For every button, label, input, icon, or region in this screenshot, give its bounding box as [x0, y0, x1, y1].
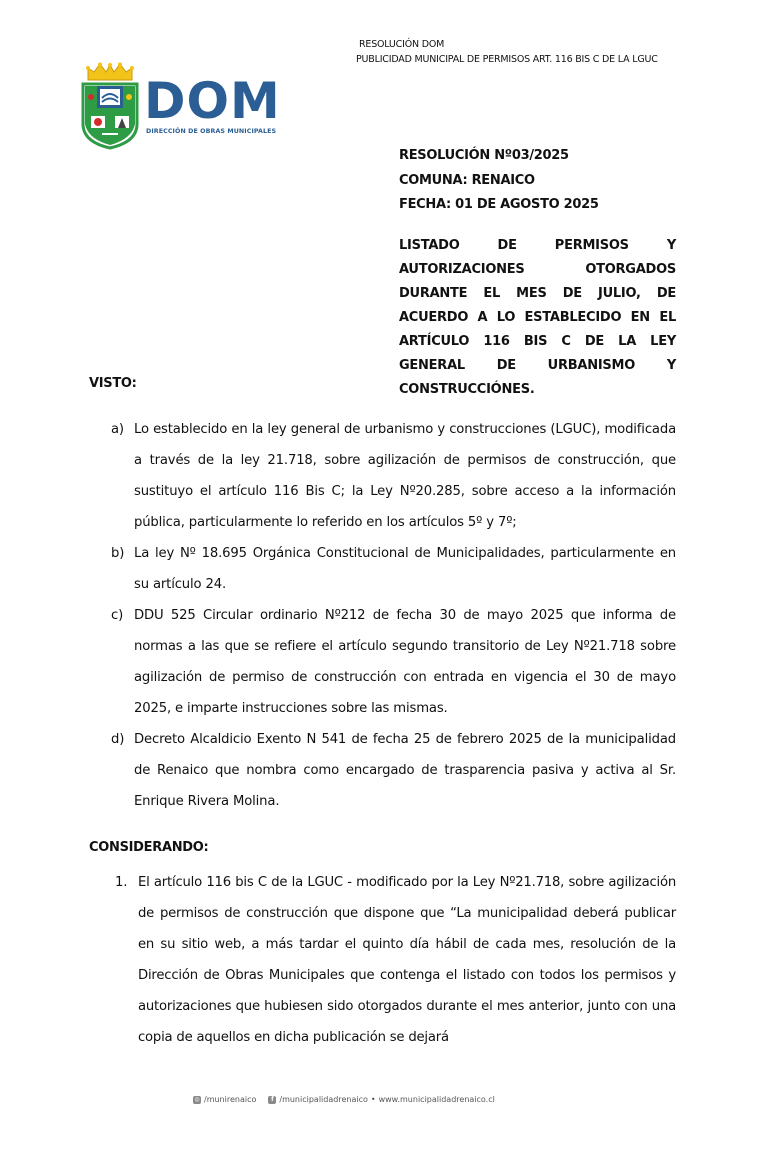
footer [193, 1095, 495, 1104]
footer-website[interactable]: www.municipalidadrenaico.cl [378, 1095, 495, 1104]
instagram-icon[interactable]: ◎ [194, 1095, 200, 1103]
facebook-icon[interactable]: f [268, 1096, 276, 1104]
visto-item-marker: d) [111, 732, 125, 747]
header-note-line2: PUBLICIDAD MUNICIPAL DE PERMISOS ART. 116 BIS C DE LA LGUC [356, 54, 658, 65]
considerando-list [115, 867, 676, 1053]
visto-item [111, 538, 676, 600]
considerando-heading: CONSIDERANDO: [89, 840, 209, 855]
visto-item-marker: c) [111, 608, 124, 623]
resolution-commune: COMUNA: RENAICO [399, 172, 535, 188]
resolution-subject: LISTADO DE PERMISOS Y AUTORIZACIONES OTORGADOS DURANTE EL MES DE JULIO, DE ACUERDO A LO ESTABLECIDO EN EL ARTÍCULO 116 BIS C DE LA LEY GENERAL DE URBANISMO Y CONSTRUCCIÓNES. [399, 238, 676, 397]
resolution-meta [399, 144, 599, 218]
resolution-date: FECHA: 01 DE AGOSTO 2025 [399, 197, 599, 212]
visto-item-marker: b) [111, 546, 125, 561]
visto-item-marker: a) [111, 422, 124, 437]
footer-instagram[interactable]: /munirenaico [204, 1095, 257, 1104]
visto-item [111, 600, 676, 724]
logo-wordmark: DOM [144, 72, 281, 130]
considerando-item-text: El artículo 116 bis C de la LGUC - modificado por la Ley Nº21.718, sobre agilización de permisos de construcción que dispone que “La municipalidad deberá publicar en su sitio web, a más tardar el quinto día hábil de cada mes, resolución de la Dirección de Obras Municipales que contenga el listado con todos los permisos y autorizaciones que hubiesen sido otorgados durante el mes anterior, junto con una copia de aquellos en dicha publicación se dejará [138, 875, 676, 1045]
footer-facebook[interactable]: /municipalidadrenaico [279, 1095, 368, 1104]
visto-list [111, 414, 676, 817]
considerando-item [115, 867, 676, 1053]
considerando-item-marker: 1. [115, 875, 128, 890]
header-note-line1: RESOLUCIÓN DOM [359, 39, 445, 50]
dom-logo [80, 62, 295, 150]
visto-item-text: La ley Nº 18.695 Orgánica Constitucional de Municipalidades, particularmente en su artículo 24. [134, 546, 676, 592]
footer-separator: • [370, 1095, 376, 1104]
resolution-number: RESOLUCIÓN Nº03/2025 [399, 148, 569, 163]
visto-item [111, 414, 676, 538]
header-note [356, 37, 658, 67]
logo-subtitle: DIRECCIÓN DE OBRAS MUNICIPALES [146, 128, 277, 135]
visto-item-text: Decreto Alcaldicio Exento N 541 de fecha 25 de febrero 2025 de la municipalidad de Renaico que nombra como encargado de trasparencia pasiva y activa al Sr. Enrique Rivera Molina. [134, 732, 676, 809]
visto-heading: VISTO: [89, 376, 137, 391]
visto-item [111, 724, 676, 817]
visto-item-text: DDU 525 Circular ordinario Nº212 de fecha 30 de mayo 2025 que informa de normas a las que se refiere el artículo segundo transitorio de Ley Nº21.718 sobre agilización de permiso de construcción con entrada en vigencia el 30 de mayo 2025, e imparte instrucciones sobre las mismas. [134, 608, 676, 716]
municipal-coat-of-arms-icon [80, 62, 140, 150]
visto-item-text: Lo establecido en la ley general de urbanismo y construcciones (LGUC), modificada a través de la ley 21.718, sobre agilización de permisos de construcción, que sustituyo el artículo 116 Bis C; la Ley Nº20.285, sobre acceso a la información pública, particularmente lo referido en los artículos 5º y 7º; [134, 422, 676, 530]
